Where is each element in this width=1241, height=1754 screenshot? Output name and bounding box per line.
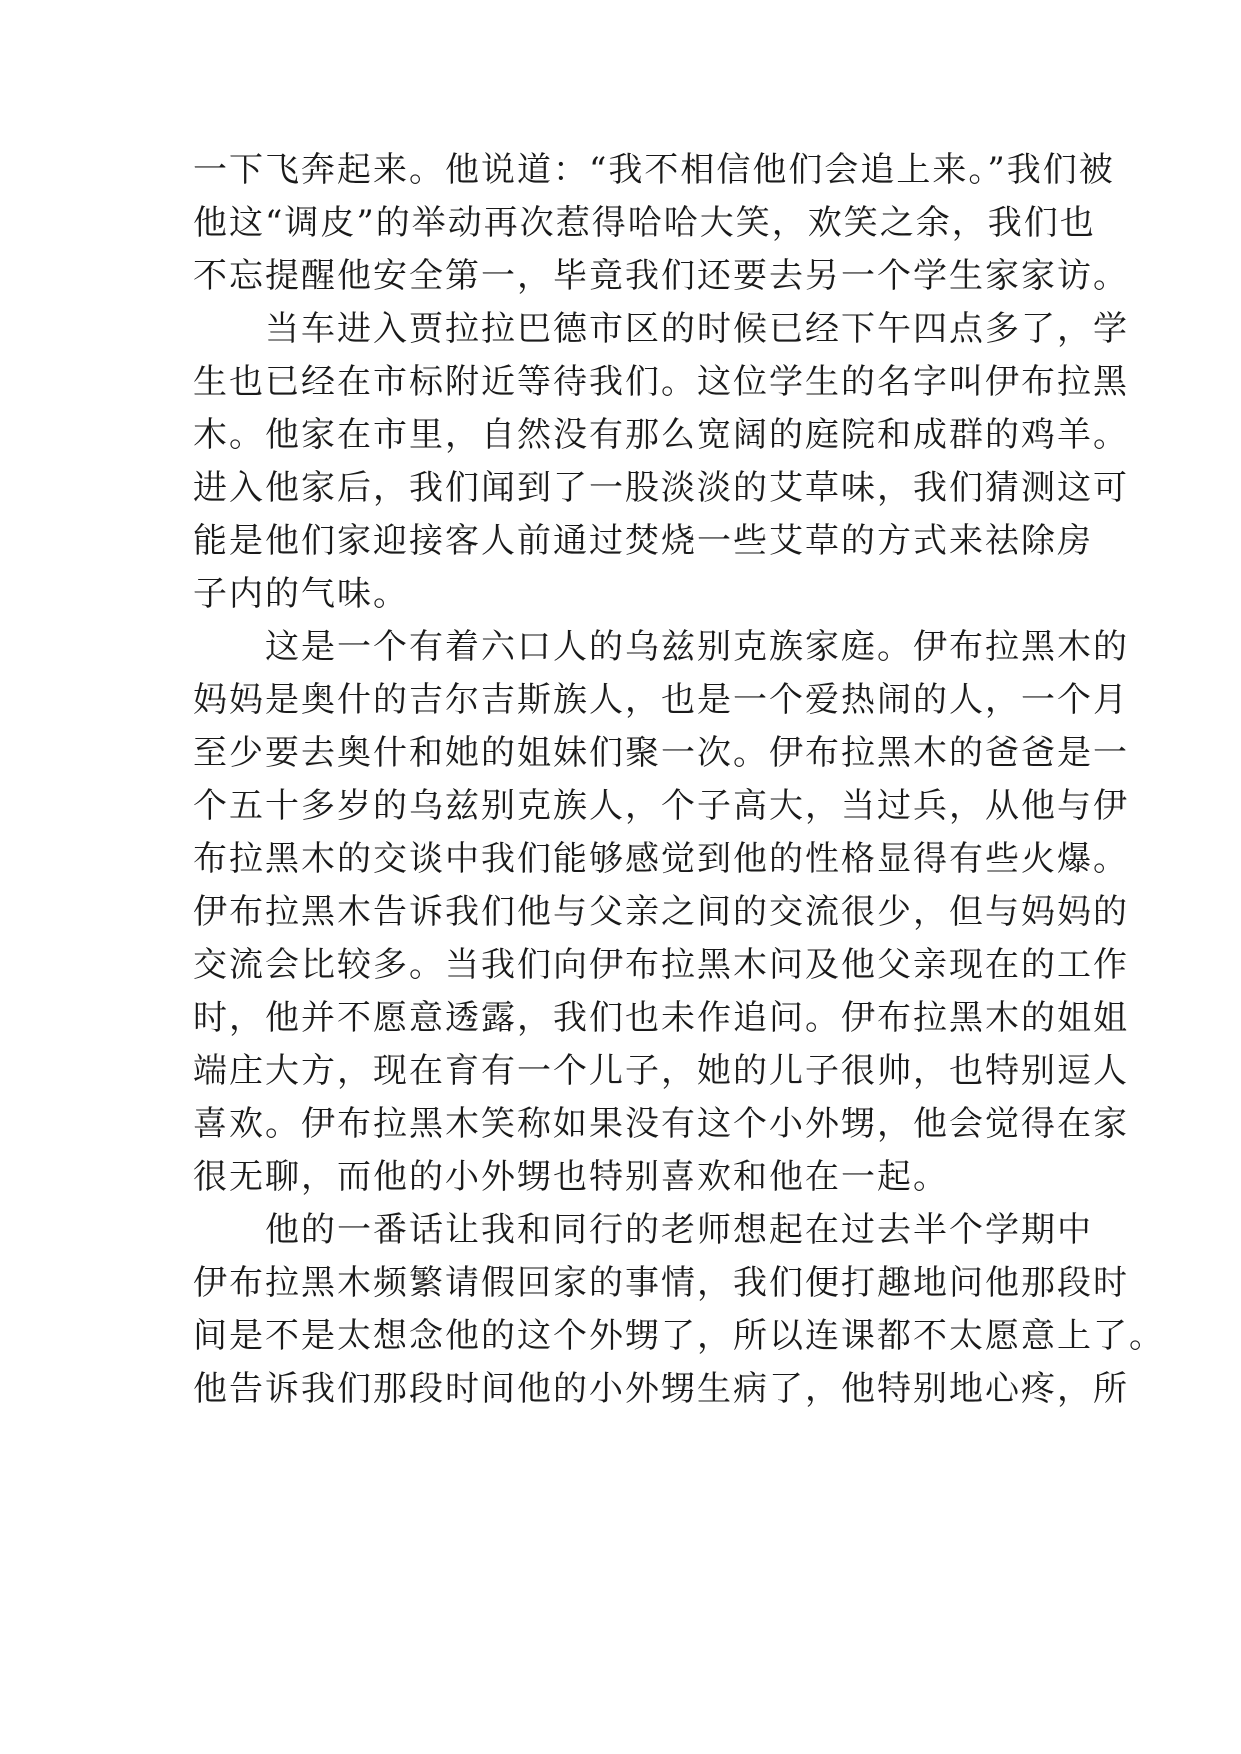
text-line: 木。他家在市里，自然没有那么宽阔的庭院和成群的鸡羊。: [193, 415, 1129, 455]
text-line: 间是不是太想念他的这个外甥了，所以连课都不太愿意上了。: [193, 1316, 1165, 1356]
text-line: 不忘提醒他安全第一，毕竟我们还要去另一个学生家家访。: [193, 256, 1129, 296]
text-line: 伊布拉黑木告诉我们他与父亲之间的交流很少，但与妈妈的: [193, 892, 1129, 932]
text-line: 个五十多岁的乌兹别克族人，个子高大，当过兵，从他与伊: [193, 786, 1129, 826]
text-line: 端庄大方，现在育有一个儿子，她的儿子很帅，也特别逗人: [193, 1051, 1129, 1091]
text-line: 喜欢。伊布拉黑木笑称如果没有这个小外甥，他会觉得在家: [193, 1104, 1129, 1144]
text-line: 能是他们家迎接客人前通过焚烧一些艾草的方式来祛除房: [193, 521, 1093, 561]
text-line: 时，他并不愿意透露，我们也未作追问。伊布拉黑木的姐姐: [193, 998, 1129, 1038]
text-line: 至少要去奥什和她的姐妹们聚一次。伊布拉黑木的爸爸是一: [193, 733, 1129, 773]
text-line: 伊布拉黑木频繁请假回家的事情，我们便打趣地问他那段时: [193, 1263, 1129, 1303]
text-line: 生也已经在市标附近等待我们。这位学生的名字叫伊布拉黑: [193, 362, 1129, 402]
text-line: 这是一个有着六口人的乌兹别克族家庭。伊布拉黑木的: [193, 627, 1129, 667]
text-line: 一下飞奔起来。他说道：“我不相信他们会追上来。”我们被: [193, 150, 1115, 190]
text-line: 很无聊，而他的小外甥也特别喜欢和他在一起。: [193, 1157, 949, 1197]
text-line: 布拉黑木的交谈中我们能够感觉到他的性格显得有些火爆。: [193, 839, 1129, 879]
text-line: 当车进入贾拉拉巴德市区的时候已经下午四点多了，学: [193, 309, 1129, 349]
text-line: 他这“调皮”的举动再次惹得哈哈大笑，欢笑之余，我们也: [193, 203, 1096, 243]
text-line: 进入他家后，我们闻到了一股淡淡的艾草味，我们猜测这可: [193, 468, 1129, 508]
text-line: 子内的气味。: [193, 574, 409, 614]
text-line: 他告诉我们那段时间他的小外甥生病了，他特别地心疼，所: [193, 1369, 1129, 1409]
text-line: 妈妈是奥什的吉尔吉斯族人，也是一个爱热闹的人，一个月: [193, 680, 1129, 720]
text-line: 他的一番话让我和同行的老师想起在过去半个学期中: [193, 1210, 1093, 1250]
text-line: 交流会比较多。当我们向伊布拉黑木问及他父亲现在的工作: [193, 945, 1129, 985]
